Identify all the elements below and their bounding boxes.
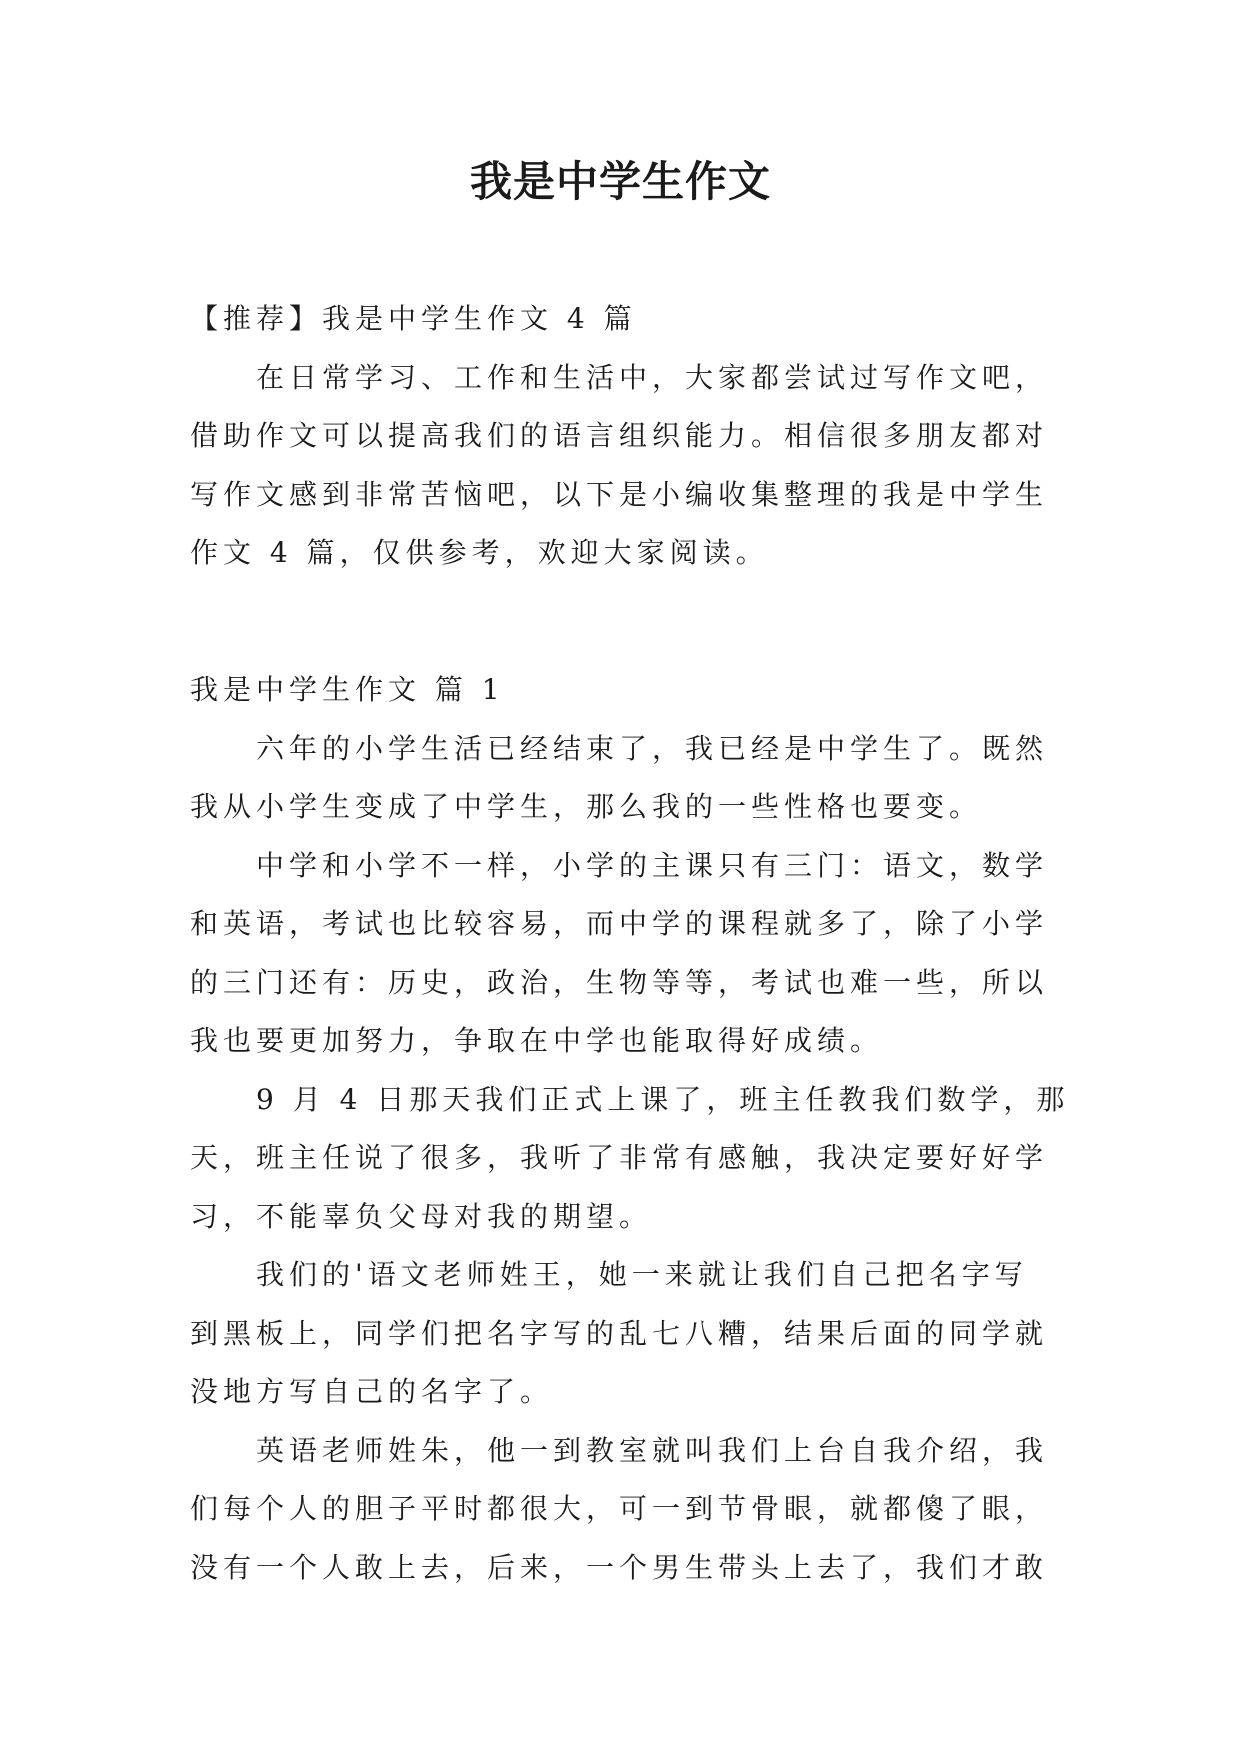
paragraph-line: 到黑板上，同学们把名字写的乱七八糟，结果后面的同学就 bbox=[190, 1316, 1049, 1350]
paragraph bbox=[190, 837, 1070, 1071]
document-subtitle: 【推荐】我是中学生作文 4 篇 bbox=[190, 302, 637, 335]
intro-line: 写作文感到非常苦恼吧，以下是小编收集整理的我是中学生 bbox=[190, 477, 1049, 511]
paragraph-line: 六年的小学生活已经结束了，我已经是中学生了。既然 bbox=[256, 731, 1049, 765]
intro-paragraph bbox=[190, 349, 1070, 583]
paragraph-line: 我从小学生变成了中学生，那么我的一些性格也要变。 bbox=[190, 790, 983, 823]
document-title: 我是中学生作文 bbox=[469, 157, 771, 206]
document-body bbox=[190, 290, 1070, 1597]
paragraph-line: 和英语，考试也比较容易，而中学的课程就多了，除了小学 bbox=[190, 907, 1049, 940]
paragraph-line: 习，不能辜负父母对我的期望。 bbox=[190, 1199, 653, 1233]
spacer bbox=[190, 641, 1070, 661]
paragraph-line: 天，班主任说了很多，我听了非常有感触，我决定要好好学 bbox=[190, 1141, 1049, 1174]
paragraph bbox=[190, 1246, 1070, 1422]
intro-line: 借助作文可以提高我们的语言组织能力。相信很多朋友都对 bbox=[190, 419, 1049, 452]
spacer bbox=[190, 583, 1070, 642]
paragraph-line: 我也要更加努力，争取在中学也能取得好成绩。 bbox=[190, 1024, 884, 1057]
paragraph-line: 的三门还有：历史，政治，生物等等，考试也难一些，所以 bbox=[190, 965, 1049, 999]
paragraph-line: 英语老师姓朱，他一到教室就叫我们上台自我介绍，我 bbox=[256, 1433, 1049, 1467]
paragraph-line: 没地方写自己的名字了。 bbox=[190, 1375, 554, 1408]
intro-line: 作文 4 篇，仅供参考，欢迎大家阅读。 bbox=[190, 536, 769, 569]
paragraph bbox=[190, 1422, 1070, 1598]
paragraph-line: 中学和小学不一样，小学的主课只有三门：语文，数学 bbox=[256, 848, 1049, 882]
paragraph bbox=[190, 1071, 1070, 1247]
paragraph bbox=[190, 720, 1070, 837]
paragraph-line: 没有一个人敢上去，后来，一个男生带头上去了，我们才敢 bbox=[190, 1550, 1049, 1584]
intro-line: 在日常学习、工作和生活中，大家都尝试过写作文吧， bbox=[256, 360, 1049, 394]
paragraph-line: 们每个人的胆子平时都很大，可一到节骨眼，就都傻了眼， bbox=[190, 1492, 1049, 1525]
paragraph-line: 9 月 4 日那天我们正式上课了，班主任教我们数学，那 bbox=[256, 1082, 1070, 1116]
section-heading: 我是中学生作文 篇 1 bbox=[190, 673, 505, 706]
paragraph-line: 我们的'语文老师姓王，她一来就让我们自己把名字写 bbox=[256, 1258, 1028, 1291]
